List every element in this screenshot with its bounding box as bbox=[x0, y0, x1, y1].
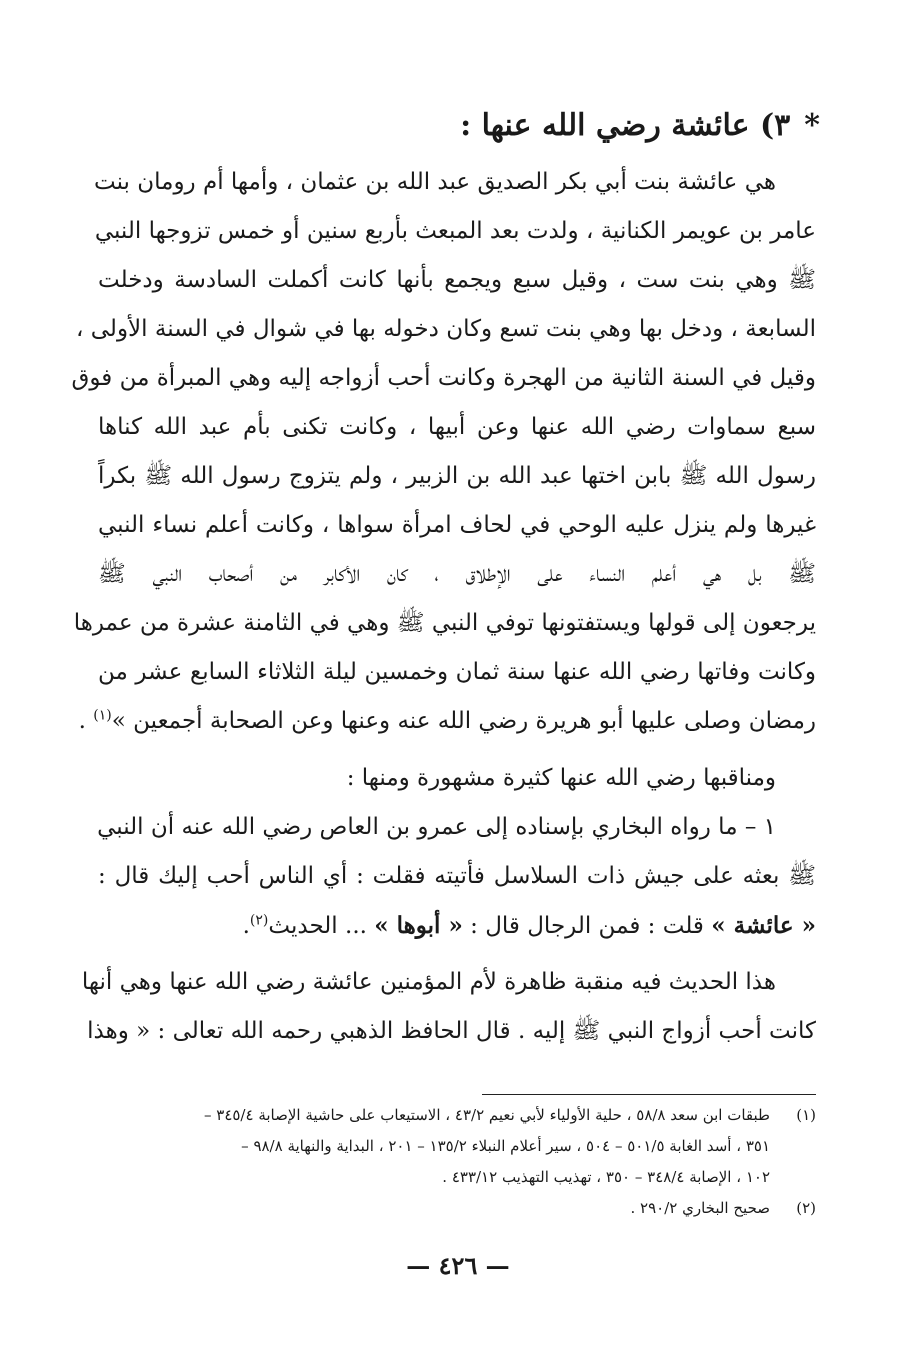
hadith-line-last bbox=[98, 901, 816, 950]
text-line: رسول الله ﷺ بابن اختها عبد الله بن الزبير ، ولم يتزوج رسول الله ﷺ بكراً bbox=[98, 463, 816, 489]
footnote-number: (٢) bbox=[796, 1199, 816, 1217]
hadith-line: ١ – ما رواه البخاري بإسناده إلى عمرو بن العاص رضي الله عنه أن النبي bbox=[97, 814, 776, 840]
footnote-divider bbox=[482, 1094, 816, 1095]
text-line: هذا الحديث فيه منقبة ظاهرة لأم المؤمنين عائشة رضي الله عنها وهي أنها bbox=[81, 969, 776, 995]
hadith-end: . bbox=[242, 913, 250, 939]
line-end: . bbox=[78, 708, 94, 734]
footnote-ref-2: (٢) bbox=[249, 912, 269, 929]
footnote-number: (١) bbox=[796, 1106, 816, 1124]
footnotes bbox=[98, 1100, 816, 1224]
footnote-line bbox=[98, 1193, 816, 1224]
text-line: غيرها ولم ينزل عليه الوحي في لحاف امرأة سواها ، وكانت أعلم نساء النبي bbox=[98, 512, 816, 538]
page-number: — ٤٢٦ — bbox=[406, 1251, 510, 1280]
answer-aisha: « عائشة » bbox=[711, 912, 816, 939]
text-line: وكانت وفاتها رضي الله عنها سنة ثمان وخمسين ليلة الثلاثاء السابع عشر من bbox=[98, 659, 816, 685]
text-line: هي عائشة بنت أبي بكر الصديق عبد الله بن عثمان ، وأمها أم رومان بنت bbox=[93, 169, 776, 195]
heading-text: ٣) عائشة رضي الله عنها : bbox=[460, 108, 791, 143]
text-line: كانت أحب أزواج النبي ﷺ إليه . قال الحافظ الذهبي رحمه الله تعالى : « وهذا bbox=[87, 1018, 816, 1044]
footnote-text: صحيح البخاري ٢٩٠/٢ . bbox=[630, 1199, 770, 1217]
hadith-line: ﷺ بعثه على جيش ذات السلاسل فأتيته فقلت : أي الناس أحب إليك قال : bbox=[98, 863, 816, 889]
footnote-line bbox=[98, 1100, 816, 1131]
section-heading bbox=[110, 106, 820, 146]
text-line: يرجعون إلى قولها ويستفتونها توفي النبي ﷺ وهي في الثامنة عشرة من عمرها bbox=[73, 610, 816, 636]
text-line: ﷺ وهي بنت ست ، وقيل سبع ويجمع بأنها كانت أكملت السادسة ودخلت bbox=[98, 267, 816, 293]
footnote-line: ١٠٢ ، الإصابة ٣٤٨/٤ – ٣٥٠ ، تهذيب التهذيب ٤٣٣/١٢ . bbox=[442, 1168, 770, 1186]
paragraph-intro: ومناقبها رضي الله عنها كثيرة مشهورة ومنها : bbox=[346, 765, 776, 791]
text-line: ﷺ بل هي أعلم النساء على الإطلاق ، كان الأكابر من أصحاب النبي ﷺ bbox=[98, 561, 816, 587]
text-line-last bbox=[78, 697, 816, 746]
line-text: رمضان وصلى عليها أبو هريرة رضي الله عنه وعنها وعن الصحابة أجمعين » bbox=[111, 708, 816, 734]
footnote-text: طبقات ابن سعد ٥٨/٨ ، حلية الأولياء لأبي نعيم ٤٣/٢ ، الاستيعاب على حاشية الإصابة ٣٤٥/٤ – bbox=[203, 1106, 770, 1124]
hadith-mid: قلت : فمن الرجال قال : bbox=[462, 913, 712, 939]
hadith-tail: ... الحديث bbox=[268, 913, 375, 939]
footnote-ref-1: (١) bbox=[93, 707, 112, 724]
footnote-line: ٣٥١ ، أسد الغابة ٥٠١/٥ – ٥٠٤ ، سير أعلام النبلاء ١٣٥/٢ – ٢٠١ ، البداية والنهاية ٩٨/٨ – bbox=[241, 1137, 770, 1155]
answer-her-father: « أبوها » bbox=[374, 912, 463, 939]
text-line: السابعة ، ودخل بها وهي بنت تسع وكان دخوله بها في شوال في السنة الأولى ، bbox=[76, 316, 816, 342]
star-marker: * bbox=[804, 108, 820, 143]
text-line: عامر بن عويمر الكنانية ، ولدت بعد المبعث بأربع سنين أو خمس تزوجها النبي bbox=[94, 218, 816, 244]
main-text bbox=[71, 158, 816, 1056]
text-line: وقيل في السنة الثانية من الهجرة وكانت أحب أزواجه إليه وهي المبرأة من فوق bbox=[71, 365, 816, 391]
text-line: سبع سماوات رضي الله عنها وعن أبيها ، وكانت تكنى بأم عبد الله كناها bbox=[98, 414, 816, 440]
